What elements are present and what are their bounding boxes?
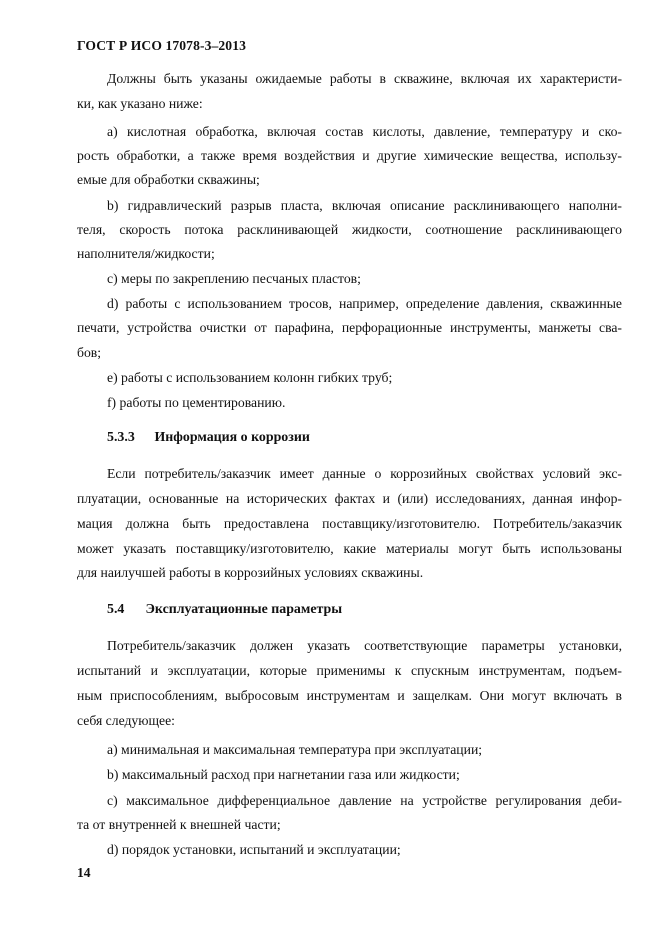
paragraph-line: Должны быть указаны ожидаемые работы в скважине, включая их характеристи- bbox=[107, 71, 622, 86]
section-heading-5-3-3 bbox=[107, 430, 310, 446]
paragraph-line: емые для обработки скважины; bbox=[77, 172, 260, 187]
paragraph-line: Если потребитель/заказчик имеет данные о коррозийных свойствах условий экс- bbox=[107, 466, 622, 481]
section-title: Информация о коррозии bbox=[154, 430, 310, 445]
list-item-c: с) меры по закреплению песчаных пластов; bbox=[107, 271, 361, 286]
section-number: 5.4 bbox=[107, 602, 125, 617]
paragraph-line: та от внутренней к внешней части; bbox=[77, 817, 281, 832]
paragraph-line: может указать поставщику/изготовителю, какие материалы могут быть использованы bbox=[77, 541, 622, 556]
document-code-header: ГОСТ Р ИСО 17078-3–2013 bbox=[77, 38, 246, 53]
paragraph-line: ки, как указано ниже: bbox=[77, 96, 203, 111]
paragraph-line: для наилучшей работы в коррозийных условиях скважины. bbox=[77, 565, 424, 580]
paragraph-line: рость обработки, а также время воздействия и другие химические вещества, использу- bbox=[77, 148, 622, 163]
list-item-a: а) кислотная обработка, включая состав кислоты, давление, температуру и ско- bbox=[107, 124, 622, 139]
list-item-e: е) работы с использованием колонн гибких труб; bbox=[107, 370, 393, 385]
list-item-c: с) максимальное дифференциальное давление на устройстве регулирования деби- bbox=[107, 793, 622, 808]
paragraph-line: теля, скорость потока расклинивающей жидкости, соотношение расклинивающего bbox=[77, 222, 622, 237]
paragraph-line: плуатации, основанные на исторических фактах и (или) исследованиях, данная инфор- bbox=[77, 491, 622, 506]
section-title: Эксплуатационные параметры bbox=[145, 602, 343, 617]
list-item-b: b) гидравлический разрыв пласта, включая описание расклинивающего наполни- bbox=[107, 198, 622, 213]
list-item-a: а) минимальная и максимальная температура при эксплуатации; bbox=[107, 742, 483, 757]
paragraph-line: себя следующее: bbox=[77, 713, 175, 728]
list-item-d: d) работы с использованием тросов, например, определение давления, скважинные bbox=[107, 296, 622, 311]
paragraph-line: мация должна быть предоставлена поставщику/изготовителю. Потребитель/заказчик bbox=[77, 516, 622, 531]
page-number: 14 bbox=[77, 865, 91, 880]
paragraph-line: испытаний и эксплуатации, которые применимы к спускным инструментам, подъем- bbox=[77, 663, 622, 678]
paragraph-line: Потребитель/заказчик должен указать соответствующие параметры установки, bbox=[107, 638, 622, 653]
list-item-d: d) порядок установки, испытаний и эксплуатации; bbox=[107, 842, 401, 857]
section-heading-5-4 bbox=[107, 602, 342, 618]
list-item-f: f) работы по цементированию. bbox=[107, 395, 286, 410]
list-item-b: b) максимальный расход при нагнетании газа или жидкости; bbox=[107, 767, 460, 782]
paragraph-line: наполнителя/жидкости; bbox=[77, 246, 215, 261]
paragraph-line: бов; bbox=[77, 345, 102, 360]
paragraph-line: печати, устройства очистки от парафина, перфорационные инструменты, манжеты сва- bbox=[77, 320, 622, 335]
section-number: 5.3.3 bbox=[107, 430, 135, 445]
paragraph-line: ным приспособлениям, выбросовым инструментам и защелкам. Они могут включать в bbox=[77, 688, 622, 703]
